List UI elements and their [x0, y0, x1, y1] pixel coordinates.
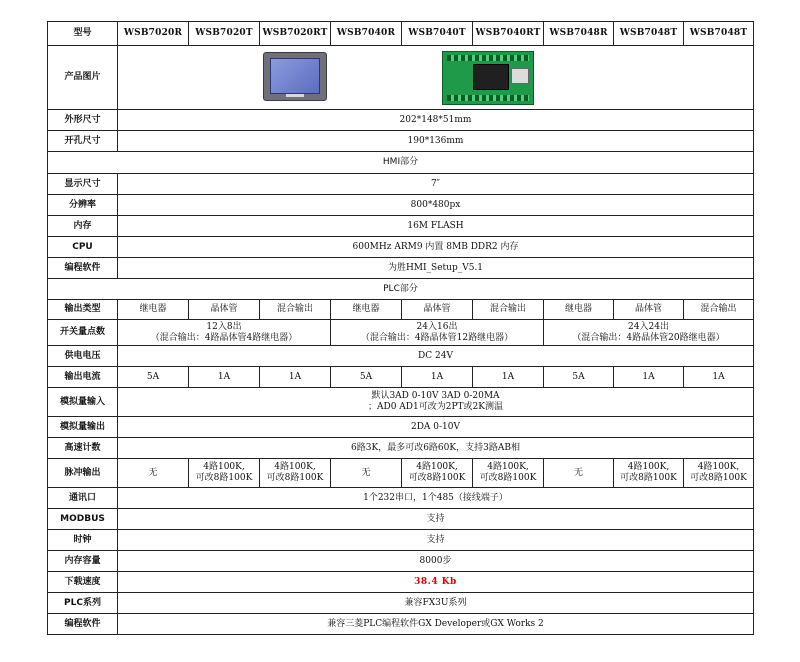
- pulse-output-line: 4路100K,: [627, 462, 670, 472]
- analog-input-line: 默认3AD 0-10V 3AD 0-20MA: [371, 391, 500, 401]
- memory-capacity-value: 8000步: [118, 551, 754, 572]
- plc-software-value: 兼容三菱PLC编程软件GX Developer或GX Works 2: [118, 614, 754, 635]
- output-type-cell: 混合输出: [473, 300, 544, 320]
- analog-input-row: [48, 388, 754, 417]
- analog-input-line: ；AD0 AD1可改为2PT或2K测温: [368, 402, 503, 412]
- cpu-row: [48, 237, 754, 258]
- row-label-hmi-software: 编程软件: [48, 258, 118, 279]
- model-header: WSB7040T: [402, 22, 473, 46]
- clock-value: 支持: [118, 530, 754, 551]
- row-label-pulse-output: 脉冲输出: [48, 459, 118, 488]
- output-current-cell: 5A: [544, 367, 614, 388]
- pulse-output-line: 可改8路100K: [620, 473, 677, 483]
- model-header: WSB7040RT: [473, 22, 544, 46]
- output-type-row: [48, 300, 754, 320]
- output-type-cell: 继电器: [544, 300, 614, 320]
- plc-board-photo: [442, 51, 534, 105]
- resolution-row: [48, 195, 754, 216]
- output-type-cell: 继电器: [331, 300, 402, 320]
- high-speed-row: [48, 438, 754, 459]
- plc-section-row: [48, 279, 754, 300]
- row-label-resolution: 分辨率: [48, 195, 118, 216]
- cutout-value: 190*136mm: [118, 131, 754, 152]
- modbus-value: 支持: [118, 509, 754, 530]
- output-current-cell: 1A: [473, 367, 544, 388]
- pulse-output-line: 可改8路100K: [195, 473, 253, 483]
- row-label-comm-port: 通讯口: [48, 488, 118, 509]
- io-points-note: （混合输出：4路晶体管12路继电器）: [360, 332, 514, 343]
- plc-series-value: 兼容FX3U系列: [118, 593, 754, 614]
- high-speed-value: 6路3K，最多可改6路60K，支持3路AB相: [118, 438, 754, 459]
- output-type-cell: 晶体管: [189, 300, 260, 320]
- analog-output-value: 2DA 0-10V: [118, 417, 754, 438]
- pulse-output-row: [48, 459, 754, 488]
- pulse-output-cell: [260, 459, 331, 488]
- pulse-output-cell: [189, 459, 260, 488]
- hmi-software-row: [48, 258, 754, 279]
- plc-software-row: [48, 614, 754, 635]
- row-label-plc-software: 编程软件: [48, 614, 118, 635]
- output-current-cell: 1A: [189, 367, 260, 388]
- row-label-output-type: 输出类型: [48, 300, 118, 320]
- output-type-cell: 继电器: [118, 300, 189, 320]
- row-label-analog-output: 模拟量输出: [48, 417, 118, 438]
- pulse-output-cell: [544, 459, 614, 488]
- model-header: WSB7020R: [118, 22, 189, 46]
- model-header: WSB7048T: [684, 22, 754, 46]
- plc-section-title: PLC部分: [48, 279, 754, 300]
- io-points-count: 24入16出: [416, 321, 458, 332]
- output-current-cell: 5A: [331, 367, 402, 388]
- pulse-output-line: 4路100K,: [697, 462, 740, 472]
- row-label-io-points: 开关量点数: [48, 320, 118, 346]
- product-photos: [118, 46, 754, 110]
- dimensions-value: 202*148*51mm: [118, 110, 754, 131]
- pulse-output-cell: [684, 459, 754, 488]
- pulse-output-line: 无: [148, 467, 158, 478]
- resolution-value: 800*480px: [118, 195, 754, 216]
- row-label-download-speed: 下载速度: [48, 572, 118, 593]
- row-label-display-size: 显示尺寸: [48, 174, 118, 195]
- pulse-output-line: 无: [573, 467, 583, 478]
- output-current-cell: 5A: [118, 367, 189, 388]
- pulse-output-cell: [402, 459, 473, 488]
- output-type-cell: 晶体管: [402, 300, 473, 320]
- row-label-high-speed: 高速计数: [48, 438, 118, 459]
- output-type-cell: 混合输出: [260, 300, 331, 320]
- output-current-cell: 1A: [684, 367, 754, 388]
- model-header: WSB7020RT: [260, 22, 331, 46]
- hmi-section-row: [48, 152, 754, 174]
- cutout-row: [48, 131, 754, 152]
- pulse-output-line: 4路100K,: [203, 462, 245, 472]
- plc-series-row: [48, 593, 754, 614]
- model-header: WSB7040R: [331, 22, 402, 46]
- hmi-panel-photo: [263, 52, 327, 101]
- memory-value: 16M FLASH: [118, 216, 754, 237]
- memory-capacity-row: [48, 551, 754, 572]
- row-label-memory: 内存: [48, 216, 118, 237]
- photo-row: [48, 46, 754, 110]
- row-label-supply-voltage: 供电电压: [48, 346, 118, 367]
- pulse-output-line: 可改8路100K: [266, 473, 324, 483]
- io-points-group: [544, 320, 754, 346]
- analog-input-value: [118, 388, 754, 417]
- comm-port-row: [48, 488, 754, 509]
- pulse-output-line: 无: [361, 467, 371, 478]
- supply-voltage-value: DC 24V: [118, 346, 754, 367]
- pulse-output-cell: [473, 459, 544, 488]
- row-label-plc-series: PLC系列: [48, 593, 118, 614]
- comm-port-value: 1个232串口，1个485（接线端子）: [118, 488, 754, 509]
- io-points-count: 24入24出: [628, 321, 669, 332]
- pulse-output-line: 4路100K,: [487, 462, 529, 472]
- row-label-dimensions: 外形尺寸: [48, 110, 118, 131]
- output-current-cell: 1A: [614, 367, 684, 388]
- cpu-value: 600MHz ARM9 内置 8MB DDR2 内存: [118, 237, 754, 258]
- io-points-group: [118, 320, 331, 346]
- clock-row: [48, 530, 754, 551]
- pulse-output-line: 可改8路100K: [690, 473, 747, 483]
- io-points-group: [331, 320, 544, 346]
- dimensions-row: [48, 110, 754, 131]
- io-points-count: 12入8出: [206, 321, 242, 332]
- download-speed-row: [48, 572, 754, 593]
- download-speed-value: 38.4 Kb: [118, 572, 754, 593]
- pulse-output-cell: [118, 459, 189, 488]
- model-row: [48, 22, 754, 46]
- output-current-cell: 1A: [260, 367, 331, 388]
- output-type-cell: 晶体管: [614, 300, 684, 320]
- memory-row: [48, 216, 754, 237]
- row-label-memory-capacity: 内存容量: [48, 551, 118, 572]
- io-points-row: [48, 320, 754, 346]
- pulse-output-line: 可改8路100K: [479, 473, 537, 483]
- supply-voltage-row: [48, 346, 754, 367]
- model-header: WSB7048T: [614, 22, 684, 46]
- pulse-output-cell: [614, 459, 684, 488]
- pulse-output-line: 4路100K,: [416, 462, 458, 472]
- model-header: WSB7020T: [189, 22, 260, 46]
- row-label-output-current: 输出电流: [48, 367, 118, 388]
- analog-output-row: [48, 417, 754, 438]
- row-label-cpu: CPU: [48, 237, 118, 258]
- io-points-note: （混合输出：4路晶体管20路继电器）: [572, 332, 725, 343]
- io-points-note: （混合输出：4路晶体管4路继电器）: [150, 332, 298, 343]
- row-label-photo: 产品图片: [48, 46, 118, 110]
- display-size-row: [48, 174, 754, 195]
- pulse-output-line: 4路100K,: [274, 462, 316, 472]
- modbus-row: [48, 509, 754, 530]
- display-size-value: 7″: [118, 174, 754, 195]
- output-type-cell: 混合输出: [684, 300, 754, 320]
- pulse-output-line: 可改8路100K: [408, 473, 466, 483]
- row-label-clock: 时钟: [48, 530, 118, 551]
- hmi-section-title: HMI部分: [48, 152, 754, 174]
- output-current-row: [48, 367, 754, 388]
- row-label-modbus: MODBUS: [48, 509, 118, 530]
- row-label-model: 型号: [48, 22, 118, 46]
- output-current-cell: 1A: [402, 367, 473, 388]
- row-label-cutout: 开孔尺寸: [48, 131, 118, 152]
- hmi-software-value: 为胜HMI_Setup_V5.1: [118, 258, 754, 279]
- spec-table: [47, 21, 754, 635]
- model-header: WSB7048R: [544, 22, 614, 46]
- row-label-analog-input: 模拟量输入: [48, 388, 118, 417]
- pulse-output-cell: [331, 459, 402, 488]
